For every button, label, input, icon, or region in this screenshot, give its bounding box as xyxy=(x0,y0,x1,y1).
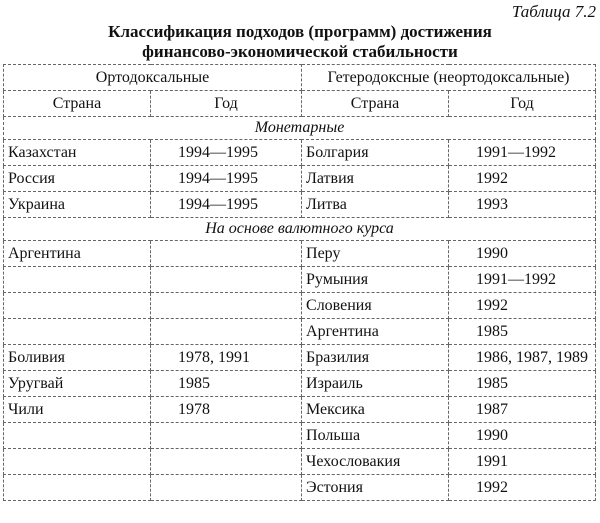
heterodox-header: Гетеродоксные (неортодоксальные) xyxy=(302,65,596,91)
orthodox-country-cell: Казахстан xyxy=(4,140,151,166)
table-row xyxy=(4,166,596,192)
heterodox-country-cell: Эстония xyxy=(302,475,449,501)
table-row xyxy=(4,140,596,166)
orthodox-year-cell: 1985 xyxy=(151,371,302,397)
table-row xyxy=(4,475,596,501)
orthodox-year-header: Год xyxy=(151,91,302,117)
heterodox-year-cell: 1992 xyxy=(449,293,596,319)
table-row xyxy=(4,319,596,345)
heterodox-country-cell: Перу xyxy=(302,241,449,267)
orthodox-year-cell xyxy=(151,241,302,267)
orthodox-country-cell xyxy=(4,449,151,475)
section-title: На основе валютного курса xyxy=(4,218,596,241)
heterodox-country-header: Страна xyxy=(302,91,449,117)
heterodox-year-cell: 1991—1992 xyxy=(449,267,596,293)
header-columns-row xyxy=(4,91,596,117)
table-row xyxy=(4,397,596,423)
table-row xyxy=(4,241,596,267)
heterodox-year-cell: 1990 xyxy=(449,423,596,449)
heterodox-year-cell: 1993 xyxy=(449,192,596,218)
table-row xyxy=(4,345,596,371)
orthodox-country-cell xyxy=(4,267,151,293)
heterodox-country-cell: Латвия xyxy=(302,166,449,192)
heterodox-year-cell: 1985 xyxy=(449,319,596,345)
heterodox-country-cell: Бразилия xyxy=(302,345,449,371)
heterodox-year-cell: 1985 xyxy=(449,371,596,397)
section-header-row xyxy=(4,117,596,140)
header-group-row xyxy=(4,65,596,91)
section-header-row xyxy=(4,218,596,241)
orthodox-year-cell xyxy=(151,475,302,501)
heterodox-year-cell: 1992 xyxy=(449,475,596,501)
orthodox-country-cell xyxy=(4,423,151,449)
orthodox-year-cell xyxy=(151,423,302,449)
orthodox-country-cell: Аргентина xyxy=(4,241,151,267)
table-title xyxy=(0,22,600,62)
orthodox-year-cell xyxy=(151,293,302,319)
heterodox-country-cell: Словения xyxy=(302,293,449,319)
heterodox-country-cell: Болгария xyxy=(302,140,449,166)
table-row xyxy=(4,449,596,475)
heterodox-year-cell: 1990 xyxy=(449,241,596,267)
heterodox-country-cell: Мексика xyxy=(302,397,449,423)
heterodox-year-cell: 1991 xyxy=(449,449,596,475)
orthodox-header: Ортодоксальные xyxy=(4,65,302,91)
heterodox-country-cell: Литва xyxy=(302,192,449,218)
classification-table xyxy=(3,64,596,501)
table-row xyxy=(4,293,596,319)
orthodox-year-cell: 1994—1995 xyxy=(151,166,302,192)
heterodox-year-cell: 1987 xyxy=(449,397,596,423)
table-row xyxy=(4,371,596,397)
heterodox-country-cell: Аргентина xyxy=(302,319,449,345)
table-row xyxy=(4,423,596,449)
heterodox-country-cell: Румыния xyxy=(302,267,449,293)
orthodox-country-cell xyxy=(4,319,151,345)
orthodox-country-cell xyxy=(4,475,151,501)
heterodox-year-header: Год xyxy=(449,91,596,117)
heterodox-country-cell: Израиль xyxy=(302,371,449,397)
table-row xyxy=(4,192,596,218)
orthodox-country-cell: Украина xyxy=(4,192,151,218)
orthodox-year-cell: 1978, 1991 xyxy=(151,345,302,371)
orthodox-year-cell: 1978 xyxy=(151,397,302,423)
section-title: Монетарные xyxy=(4,117,596,140)
heterodox-country-cell: Чехословакия xyxy=(302,449,449,475)
orthodox-country-cell: Россия xyxy=(4,166,151,192)
orthodox-country-header: Страна xyxy=(4,91,151,117)
table-number-label: Таблица 7.2 xyxy=(511,2,596,21)
orthodox-country-cell: Уругвай xyxy=(4,371,151,397)
orthodox-year-cell: 1994—1995 xyxy=(151,140,302,166)
title-line-2: финансово-экономической стабильности xyxy=(142,42,458,61)
orthodox-country-cell xyxy=(4,293,151,319)
heterodox-country-cell: Польша xyxy=(302,423,449,449)
orthodox-year-cell: 1994—1995 xyxy=(151,192,302,218)
orthodox-year-cell xyxy=(151,319,302,345)
orthodox-year-cell xyxy=(151,449,302,475)
title-line-1: Классификация подходов (программ) достижения xyxy=(108,22,492,41)
table-row xyxy=(4,267,596,293)
heterodox-year-cell: 1992 xyxy=(449,166,596,192)
heterodox-year-cell: 1991—1992 xyxy=(449,140,596,166)
orthodox-country-cell: Чили xyxy=(4,397,151,423)
orthodox-country-cell: Боливия xyxy=(4,345,151,371)
heterodox-year-cell: 1986, 1987, 1989 xyxy=(449,345,596,371)
orthodox-year-cell xyxy=(151,267,302,293)
